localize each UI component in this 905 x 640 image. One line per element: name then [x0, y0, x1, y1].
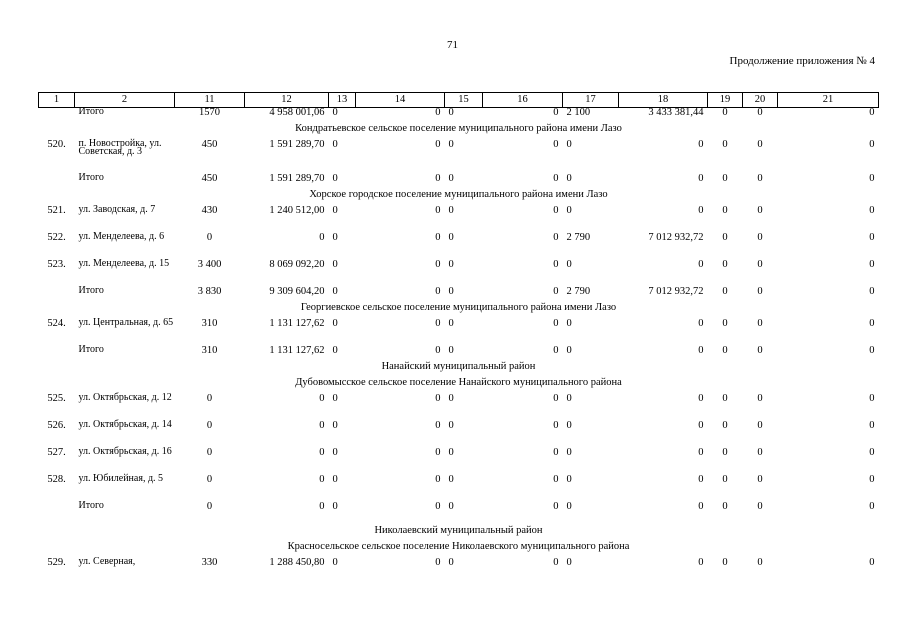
col-12-cell: 4 958 001,06 — [269, 107, 325, 118]
col-21-cell: 0 — [869, 500, 875, 512]
col-11-cell: 310 — [201, 317, 218, 329]
col-14-cell: 0 — [435, 258, 441, 270]
header-row — [39, 93, 879, 108]
header-cell: 14 — [356, 93, 445, 108]
col-20-cell: 0 — [757, 258, 763, 270]
col-11-cell: 0 — [206, 419, 213, 431]
section-heading: Нанайский муниципальный район — [381, 360, 536, 372]
col-17-cell: 0 — [566, 204, 572, 216]
col-19-cell: 0 — [722, 473, 728, 485]
address-cell: ул. Октябрьская, д. 12 — [78, 391, 172, 403]
col-15-cell: 0 — [448, 204, 454, 216]
col-18-cell: 0 — [698, 419, 704, 431]
col-17-cell: 0 — [566, 344, 572, 356]
col-21-cell: 0 — [869, 258, 875, 270]
col-20-cell: 0 — [757, 344, 763, 356]
col-18-cell: 0 — [698, 204, 704, 216]
col-16-cell: 0 — [553, 107, 559, 118]
col-14-cell: 0 — [435, 556, 441, 568]
row-number-cell: 528. — [47, 473, 66, 485]
col-15-cell: 0 — [448, 231, 454, 243]
total-row — [39, 108, 879, 124]
col-19-cell: 0 — [722, 344, 728, 356]
col-11-cell: 3 830 — [197, 285, 222, 297]
col-15-cell: 0 — [448, 419, 454, 431]
col-11-cell: 1570 — [199, 107, 220, 118]
row-number-cell: 522. — [47, 231, 66, 243]
address-cell: ул. Менделеева, д. 6 — [78, 230, 165, 242]
col-20-cell: 0 — [757, 419, 763, 431]
col-20-cell: 0 — [757, 204, 763, 216]
header-cell: 21 — [778, 93, 879, 108]
header-cell: 13 — [329, 93, 356, 108]
col-21-cell: 0 — [869, 172, 875, 184]
col-18-cell: 0 — [698, 446, 704, 458]
header-cell: 15 — [445, 93, 483, 108]
col-12-cell: 0 — [319, 231, 325, 243]
row-number-cell: 524. — [47, 317, 66, 329]
col-15-cell: 0 — [448, 285, 454, 297]
total-row — [39, 287, 879, 303]
col-21-cell: 0 — [869, 107, 875, 118]
address-cell: Итого — [78, 284, 104, 296]
col-21-cell: 0 — [869, 317, 875, 329]
row-number-cell: 529. — [47, 556, 66, 568]
address-cell: ул. Юбилейная, д. 5 — [78, 472, 164, 484]
section-heading: Хорское городское поселение муниципального района имени Лазо — [309, 188, 608, 200]
row-number-cell: 527. — [47, 446, 66, 458]
page-number: 71 — [447, 39, 458, 51]
col-16-cell: 0 — [553, 344, 559, 356]
report-table-body — [39, 93, 879, 574]
col-14-cell: 0 — [435, 500, 441, 512]
col-12-cell: 1 240 512,00 — [269, 204, 325, 216]
col-21-cell: 0 — [869, 446, 875, 458]
col-18-cell: 0 — [698, 473, 704, 485]
header-cell: 17 — [563, 93, 619, 108]
col-19-cell: 0 — [722, 556, 728, 568]
report-table — [38, 92, 879, 574]
section-heading-row — [39, 124, 879, 140]
col-16-cell: 0 — [553, 138, 559, 150]
header-cell: 18 — [619, 93, 708, 108]
col-20-cell: 0 — [757, 107, 763, 118]
section-heading: Дубовомысское сельское поселение Нанайского муниципального района — [295, 376, 622, 388]
col-18-cell: 0 — [698, 138, 704, 150]
col-21-cell: 0 — [869, 392, 875, 404]
col-12-cell: 0 — [319, 473, 325, 485]
address-cell: Итого — [78, 106, 104, 117]
header-cell: 12 — [245, 93, 329, 108]
col-11-cell: 0 — [206, 473, 213, 485]
col-13-cell: 0 — [332, 107, 338, 118]
table-row — [39, 448, 879, 475]
col-17-cell: 2 790 — [566, 231, 591, 243]
header-cell: 20 — [743, 93, 778, 108]
section-heading: Красносельское сельское поселение Николаевского муниципального района — [287, 540, 630, 552]
col-13-cell: 0 — [332, 392, 338, 404]
col-11-cell: 0 — [206, 500, 213, 512]
address-cell: Итого — [78, 499, 104, 511]
address-cell: ул. Менделеева, д. 15 — [78, 257, 170, 269]
section-heading: Георгиевское сельское поселение муниципального района имени Лазо — [300, 301, 617, 313]
col-12-cell: 1 591 289,70 — [269, 172, 325, 184]
col-17-cell: 0 — [566, 556, 572, 568]
col-20-cell: 0 — [757, 231, 763, 243]
total-row — [39, 346, 879, 362]
col-21-cell: 0 — [869, 473, 875, 485]
row-number-cell: 526. — [47, 419, 66, 431]
col-11-cell: 3 400 — [197, 258, 222, 270]
col-16-cell: 0 — [553, 172, 559, 184]
col-20-cell: 0 — [757, 556, 763, 568]
col-12-cell: 1 591 289,70 — [269, 138, 325, 150]
col-12-cell: 1 131 127,62 — [269, 344, 325, 356]
address-cell: ул. Центральная, д. 65 — [78, 316, 174, 328]
col-12-cell: 0 — [319, 446, 325, 458]
section-heading-row — [39, 190, 879, 206]
section-heading: Кондратьевское сельское поселение муниципального района имени Лазо — [295, 122, 622, 134]
col-13-cell: 0 — [332, 317, 338, 329]
col-15-cell: 0 — [448, 556, 454, 568]
total-row — [39, 502, 879, 526]
table-row — [39, 558, 879, 574]
col-19-cell: 0 — [722, 446, 728, 458]
address-cell: ул. Северная, — [78, 555, 136, 567]
col-13-cell: 0 — [332, 500, 338, 512]
row-number-cell: 523. — [47, 258, 66, 270]
col-12-cell: 1 131 127,62 — [269, 317, 325, 329]
col-12-cell: 8 069 092,20 — [269, 258, 325, 270]
total-row — [39, 174, 879, 190]
col-12-cell: 0 — [319, 392, 325, 404]
section-heading: Николаевский муниципальный район — [374, 524, 543, 536]
address-cell: Итого — [78, 171, 104, 183]
col-15-cell: 0 — [448, 344, 454, 356]
col-20-cell: 0 — [757, 473, 763, 485]
col-14-cell: 0 — [435, 419, 441, 431]
col-20-cell: 0 — [757, 138, 763, 150]
address-cell: ул. Октябрьская, д. 16 — [78, 445, 172, 457]
col-13-cell: 0 — [332, 419, 338, 431]
col-18-cell: 3 433 381,44 — [648, 107, 704, 118]
col-14-cell: 0 — [435, 473, 441, 485]
col-11-cell: 0 — [206, 392, 213, 404]
col-13-cell: 0 — [332, 138, 338, 150]
appendix-continuation-note: Продолжение приложения № 4 — [729, 55, 875, 67]
table-row — [39, 319, 879, 346]
col-13-cell: 0 — [332, 473, 338, 485]
col-11-cell: 450 — [201, 138, 218, 150]
col-16-cell: 0 — [553, 392, 559, 404]
col-17-cell: 0 — [566, 317, 572, 329]
col-15-cell: 0 — [448, 446, 454, 458]
col-15-cell: 0 — [448, 138, 454, 150]
col-19-cell: 0 — [722, 419, 728, 431]
table-row — [39, 394, 879, 421]
row-number-cell — [39, 174, 75, 190]
col-17-cell: 0 — [566, 419, 572, 431]
header-cell: 19 — [708, 93, 743, 108]
col-13-cell: 0 — [332, 446, 338, 458]
col-21-cell: 0 — [869, 231, 875, 243]
row-number-cell: 525. — [47, 392, 66, 404]
col-21-cell: 0 — [869, 556, 875, 568]
section-heading-row — [39, 542, 879, 558]
col-18-cell: 0 — [698, 556, 704, 568]
col-21-cell: 0 — [869, 344, 875, 356]
col-21-cell: 0 — [869, 204, 875, 216]
col-19-cell: 0 — [722, 500, 728, 512]
col-13-cell: 0 — [332, 172, 338, 184]
col-12-cell: 9 309 604,20 — [269, 285, 325, 297]
col-18-cell: 7 012 932,72 — [648, 285, 704, 297]
col-21-cell: 0 — [869, 419, 875, 431]
col-12-cell: 0 — [319, 500, 325, 512]
col-19-cell: 0 — [722, 285, 728, 297]
col-20-cell: 0 — [757, 172, 763, 184]
header-cell: 11 — [175, 93, 245, 108]
col-13-cell: 0 — [332, 344, 338, 356]
col-19-cell: 0 — [722, 204, 728, 216]
col-16-cell: 0 — [553, 285, 559, 297]
col-18-cell: 7 012 932,72 — [648, 231, 704, 243]
col-14-cell: 0 — [435, 392, 441, 404]
col-20-cell: 0 — [757, 285, 763, 297]
col-13-cell: 0 — [332, 231, 338, 243]
col-11-cell: 450 — [201, 172, 218, 184]
col-17-cell: 0 — [566, 258, 572, 270]
col-14-cell: 0 — [435, 231, 441, 243]
col-18-cell: 0 — [698, 344, 704, 356]
col-17-cell: 0 — [566, 473, 572, 485]
col-19-cell: 0 — [722, 231, 728, 243]
col-13-cell: 0 — [332, 258, 338, 270]
col-21-cell: 0 — [869, 285, 875, 297]
col-12-cell: 1 288 450,80 — [269, 556, 325, 568]
col-20-cell: 0 — [757, 317, 763, 329]
col-14-cell: 0 — [435, 172, 441, 184]
col-20-cell: 0 — [757, 392, 763, 404]
col-16-cell: 0 — [553, 204, 559, 216]
col-16-cell: 0 — [553, 556, 559, 568]
row-number-cell — [39, 108, 75, 124]
col-14-cell: 0 — [435, 446, 441, 458]
section-heading-row — [39, 362, 879, 378]
header-cell: 16 — [483, 93, 563, 108]
col-13-cell: 0 — [332, 204, 338, 216]
table-row — [39, 140, 879, 174]
address-cell: п. Новостройка, ул. Советская, д. 3 — [78, 137, 162, 157]
col-16-cell: 0 — [553, 317, 559, 329]
col-12-cell: 0 — [319, 419, 325, 431]
row-number-cell: 520. — [47, 138, 66, 150]
col-14-cell: 0 — [435, 138, 441, 150]
col-16-cell: 0 — [553, 500, 559, 512]
col-19-cell: 0 — [722, 172, 728, 184]
col-11-cell: 0 — [206, 446, 213, 458]
col-15-cell: 0 — [448, 473, 454, 485]
address-cell: ул. Октябрьская, д. 14 — [78, 418, 172, 430]
header-cell: 1 — [39, 93, 75, 108]
table-row — [39, 260, 879, 287]
col-15-cell: 0 — [448, 172, 454, 184]
col-14-cell: 0 — [435, 204, 441, 216]
col-17-cell: 0 — [566, 138, 572, 150]
col-15-cell: 0 — [448, 500, 454, 512]
table-row — [39, 233, 879, 260]
col-13-cell: 0 — [332, 556, 338, 568]
col-20-cell: 0 — [757, 500, 763, 512]
col-16-cell: 0 — [553, 446, 559, 458]
col-19-cell: 0 — [722, 392, 728, 404]
col-15-cell: 0 — [448, 107, 454, 118]
col-19-cell: 0 — [722, 138, 728, 150]
col-19-cell: 0 — [722, 107, 728, 118]
col-19-cell: 0 — [722, 258, 728, 270]
col-17-cell: 0 — [566, 392, 572, 404]
col-16-cell: 0 — [553, 419, 559, 431]
col-15-cell: 0 — [448, 317, 454, 329]
col-18-cell: 0 — [698, 392, 704, 404]
col-11-cell: 0 — [206, 231, 213, 243]
col-17-cell: 2 790 — [566, 285, 591, 297]
table-row — [39, 421, 879, 448]
table-row — [39, 475, 879, 502]
col-11-cell: 430 — [201, 204, 218, 216]
row-number-cell — [39, 346, 75, 362]
col-14-cell: 0 — [435, 317, 441, 329]
section-heading-row — [39, 526, 879, 542]
col-15-cell: 0 — [448, 258, 454, 270]
col-19-cell: 0 — [722, 317, 728, 329]
col-18-cell: 0 — [698, 317, 704, 329]
row-number-cell — [39, 502, 75, 526]
col-11-cell: 310 — [201, 344, 218, 356]
col-13-cell: 0 — [332, 285, 338, 297]
col-21-cell: 0 — [869, 138, 875, 150]
col-18-cell: 0 — [698, 258, 704, 270]
col-17-cell: 0 — [566, 446, 572, 458]
col-15-cell: 0 — [448, 392, 454, 404]
address-cell: Итого — [78, 343, 104, 355]
col-18-cell: 0 — [698, 172, 704, 184]
col-16-cell: 0 — [553, 473, 559, 485]
row-number-cell — [39, 287, 75, 303]
col-14-cell: 0 — [435, 285, 441, 297]
col-17-cell: 0 — [566, 500, 572, 512]
col-20-cell: 0 — [757, 446, 763, 458]
col-17-cell: 0 — [566, 172, 572, 184]
col-14-cell: 0 — [435, 344, 441, 356]
col-16-cell: 0 — [553, 258, 559, 270]
header-cell: 2 — [75, 93, 175, 108]
row-number-cell: 521. — [47, 204, 66, 216]
table-row — [39, 206, 879, 233]
address-cell: ул. Заводская, д. 7 — [78, 203, 156, 215]
col-18-cell: 0 — [698, 500, 704, 512]
col-11-cell: 330 — [201, 556, 218, 568]
col-17-cell: 2 100 — [566, 107, 591, 118]
col-16-cell: 0 — [553, 231, 559, 243]
col-14-cell: 0 — [435, 107, 441, 118]
